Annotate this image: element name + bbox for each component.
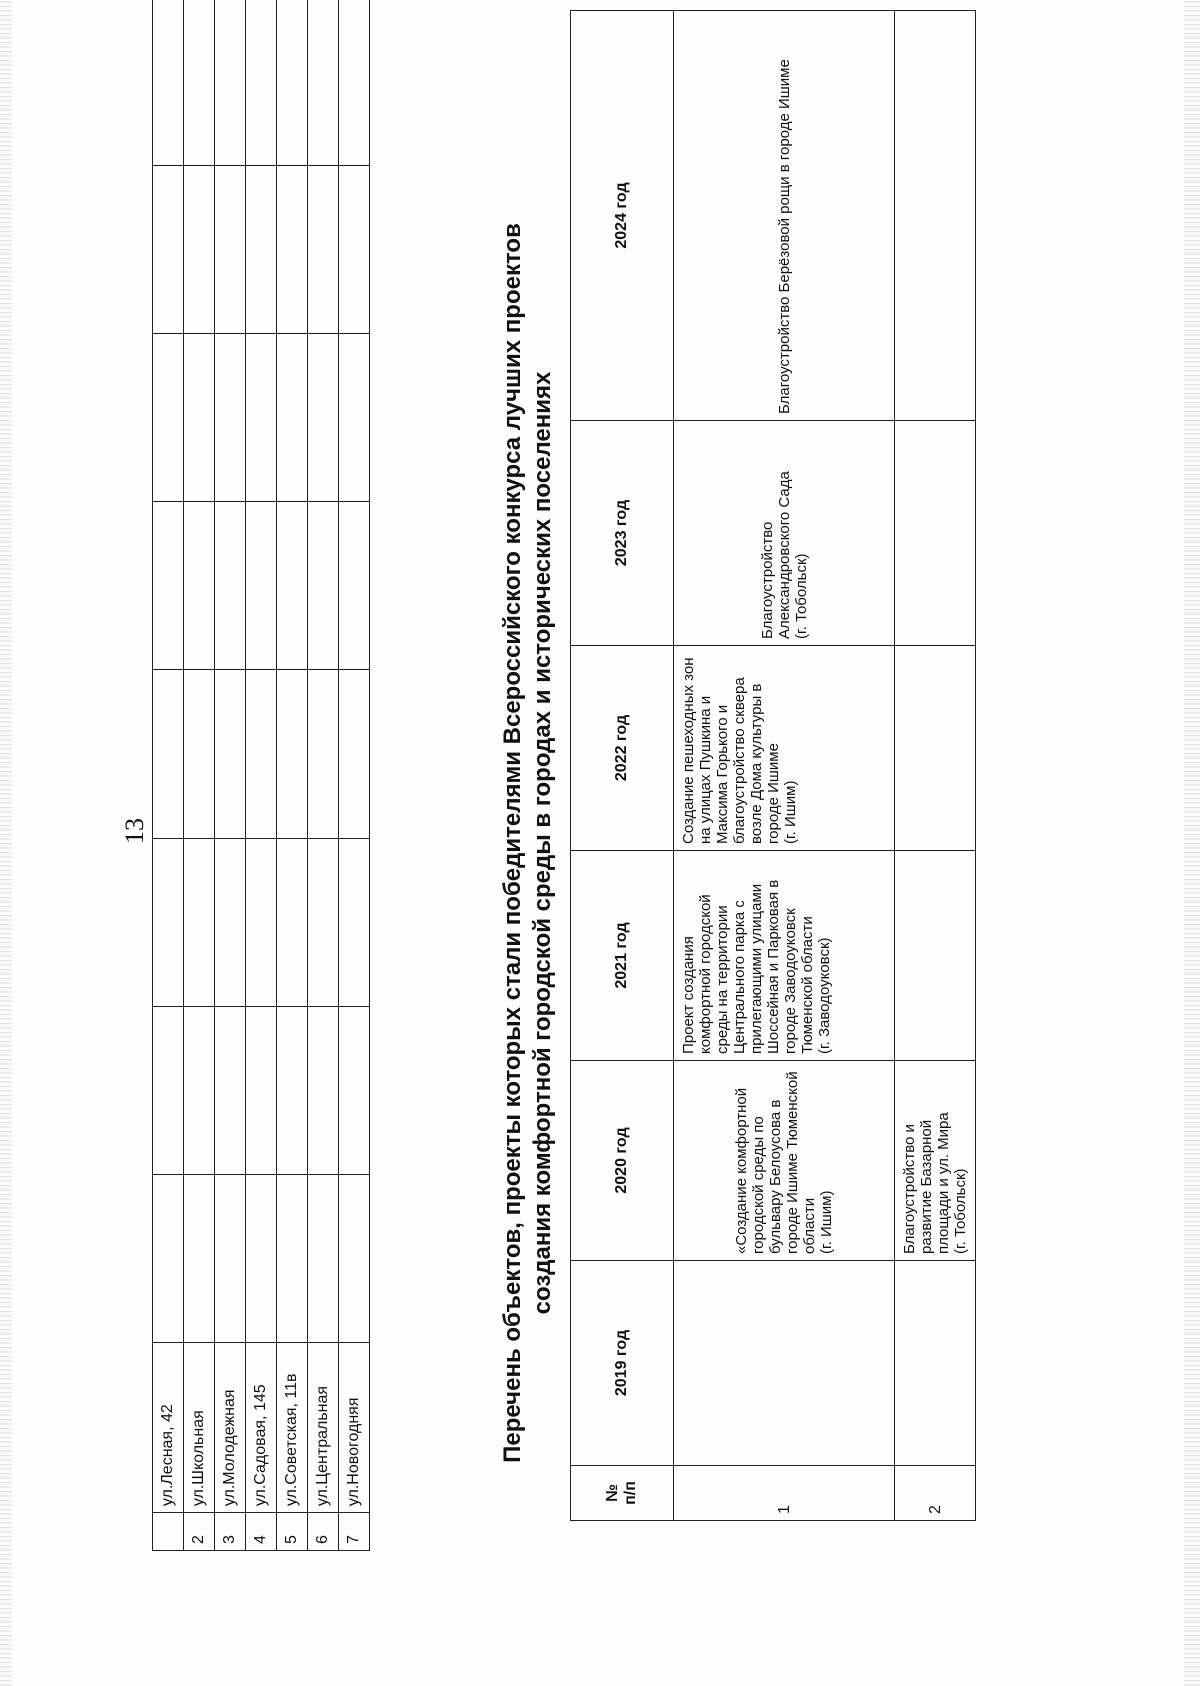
street-num: 6 (308, 1513, 339, 1551)
street-name: ул.Лесная, 42 (153, 1342, 184, 1512)
streets-table (152, 0, 370, 1551)
table-row (184, 0, 215, 1551)
street-name: ул.Новогодняя (339, 1342, 370, 1512)
col-header-2022: 2022 год (571, 646, 674, 851)
table-row (246, 0, 277, 1551)
row-number: 2 (895, 1466, 976, 1521)
cell-2021 (895, 851, 976, 1061)
col-header-2019: 2019 год (571, 1261, 674, 1466)
street-num (153, 1513, 184, 1551)
cell-2019 (674, 1261, 895, 1466)
cell-2022 (895, 646, 976, 851)
cell-2020: «Создание комфортной городской среды по бульвару Белоусова в городе Ишиме Тюменской области (г. Ишим) (674, 1061, 895, 1261)
cell-2019 (895, 1261, 976, 1466)
col-header-2024: 2024 год (571, 11, 674, 421)
table-row (339, 0, 370, 1551)
table-row (674, 11, 895, 1521)
street-num: 3 (215, 1513, 246, 1551)
cell-2024 (895, 11, 976, 421)
table-row (308, 0, 339, 1551)
col-header-2020: 2020 год (571, 1061, 674, 1261)
cell-2022: Создание пешеходных зон на улицах Пушкина и Максима Горького и благоустройство сквера возле Дома культуры в городе Ишиме (г. Ишим) (674, 646, 895, 851)
table-row (215, 0, 246, 1551)
cell-2023 (895, 421, 976, 646)
street-name: ул.Центральная (308, 1342, 339, 1512)
col-header-2023: 2023 год (571, 421, 674, 646)
table-row (277, 0, 308, 1551)
winners-table (570, 10, 976, 1521)
row-number: 1 (674, 1466, 895, 1521)
street-name: ул.Садовая, 145 (246, 1342, 277, 1512)
col-header-2021: 2021 год (571, 851, 674, 1061)
cell-2024: Благоустройство Берёзовой рощи в городе Ишиме (674, 11, 895, 421)
street-num: 7 (339, 1513, 370, 1551)
title-line-2: создания комфортной городской среды в городах и исторических поселениях (529, 371, 556, 1315)
cell-2021: Проект создания комфортной городской среды на территории Центрального парка с прилегающими улицами Шоссейная и Парковая в городе Заводоуковск Тюменской области (г. Заводоуковск) (674, 851, 895, 1061)
table-header-row (571, 11, 674, 1521)
street-num: 2 (184, 1513, 215, 1551)
cell-2020: Благоустройство и развитие Базарной площади и ул. Мира (г. Тобольск) (895, 1061, 976, 1261)
col-header-num: № п/п (571, 1466, 674, 1521)
street-name: ул.Молодежная (215, 1342, 246, 1512)
street-name: ул.Советская, 11в (277, 1342, 308, 1512)
document-title (498, 0, 558, 1686)
title-line-1: Перечень объектов, проекты которых стали победителями Всероссийского конкурса лучших проектов (499, 223, 526, 1463)
street-num: 5 (277, 1513, 308, 1551)
street-num: 4 (246, 1513, 277, 1551)
page-number: 13 (120, 818, 149, 844)
table-row (153, 0, 184, 1551)
street-name: ул.Школьная (184, 1342, 215, 1512)
cell-2023: Благоустройство Александровского Сада (г. Тобольск) (674, 421, 895, 646)
table-row (895, 11, 976, 1521)
